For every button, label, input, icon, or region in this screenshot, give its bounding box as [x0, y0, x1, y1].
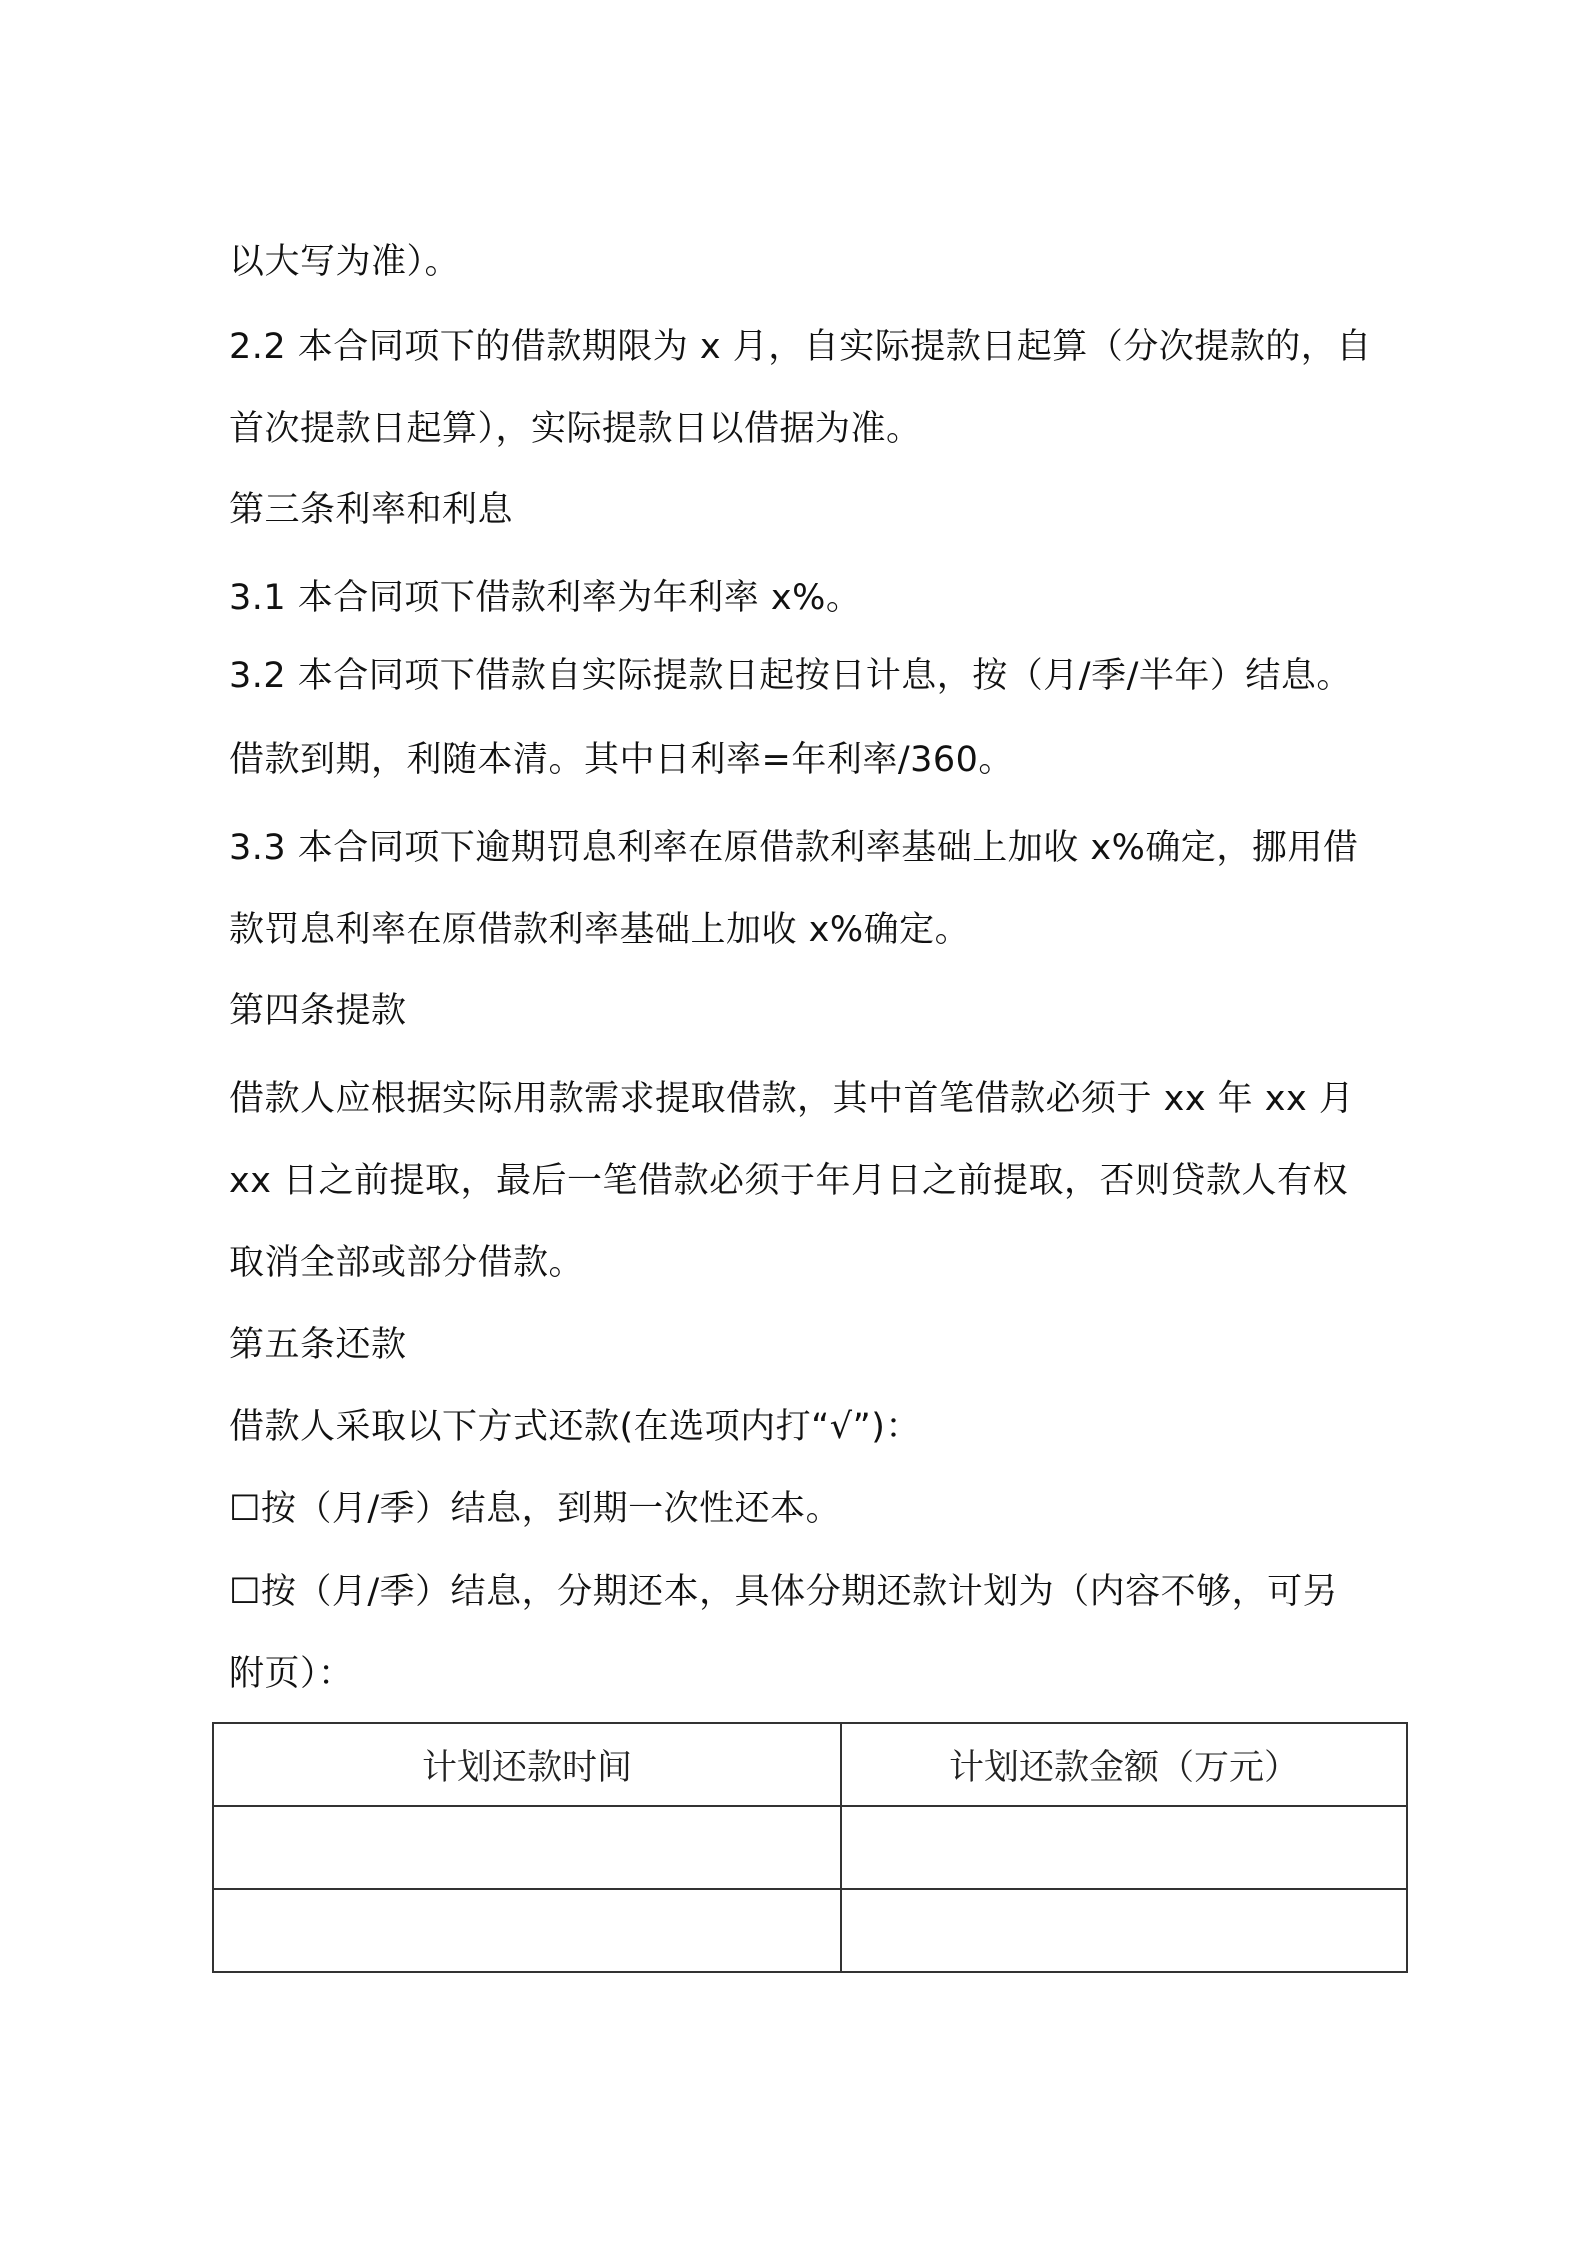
article-4-line-2: xx 日之前提取，最后一笔借款必须于年月日之前提取，否则贷款人有权 [229, 1161, 1349, 1201]
clause-3-1: 3.1 本合同项下借款利率为年利率 x%。 [229, 578, 862, 618]
text-line-1: 以大写为准）。 [229, 242, 461, 282]
article-4-line-3: 取消全部或部分借款。 [229, 1243, 585, 1283]
article-4-line-1: 借款人应根据实际用款需求提取借款，其中首笔借款必须于 xx 年 xx 月 [229, 1079, 1355, 1119]
article-5-heading: 第五条还款 [229, 1325, 407, 1365]
column-header-repayment-amount: 计划还款金额（万元） [841, 1723, 1407, 1806]
article-5-intro: 借款人采取以下方式还款(在选项内打“√”)： [229, 1407, 921, 1447]
clause-3-2-line-2: 借款到期，利随本清。其中日利率=年利率/360。 [229, 740, 1014, 780]
clause-2-2-line-2: 首次提款日起算），实际提款日以借据为准。 [229, 409, 922, 449]
table-cell-amount [841, 1889, 1407, 1972]
repayment-schedule-table [212, 1722, 1408, 1973]
table-header-row [213, 1723, 1407, 1806]
clause-3-3-line-2: 款罚息利率在原借款利率基础上加收 x%确定。 [229, 910, 971, 950]
repayment-option-2-line-2: 附页）： [229, 1654, 354, 1694]
article-3-heading: 第三条利率和利息 [229, 490, 514, 530]
table-cell-date [213, 1889, 841, 1972]
table-row [213, 1889, 1407, 1972]
clause-3-2-line-1: 3.2 本合同项下借款自实际提款日起按日计息，按（月/季/半年）结息。 [229, 656, 1352, 696]
article-4-heading: 第四条提款 [229, 991, 407, 1031]
clause-3-3-line-1: 3.3 本合同项下逾期罚息利率在原借款利率基础上加收 x%确定，挪用借 [229, 828, 1359, 868]
repayment-option-1: ☐按（月/季）结息，到期一次性还本。 [229, 1489, 842, 1529]
table-cell-amount [841, 1806, 1407, 1889]
table-cell-date [213, 1806, 841, 1889]
column-header-repayment-date: 计划还款时间 [213, 1723, 841, 1806]
table-row [213, 1806, 1407, 1889]
clause-2-2-line-1: 2.2 本合同项下的借款期限为 x 月，自实际提款日起算（分次提款的，自 [229, 327, 1372, 367]
repayment-option-2-line-1: ☐按（月/季）结息，分期还本，具体分期还款计划为（内容不够，可另 [229, 1572, 1339, 1612]
